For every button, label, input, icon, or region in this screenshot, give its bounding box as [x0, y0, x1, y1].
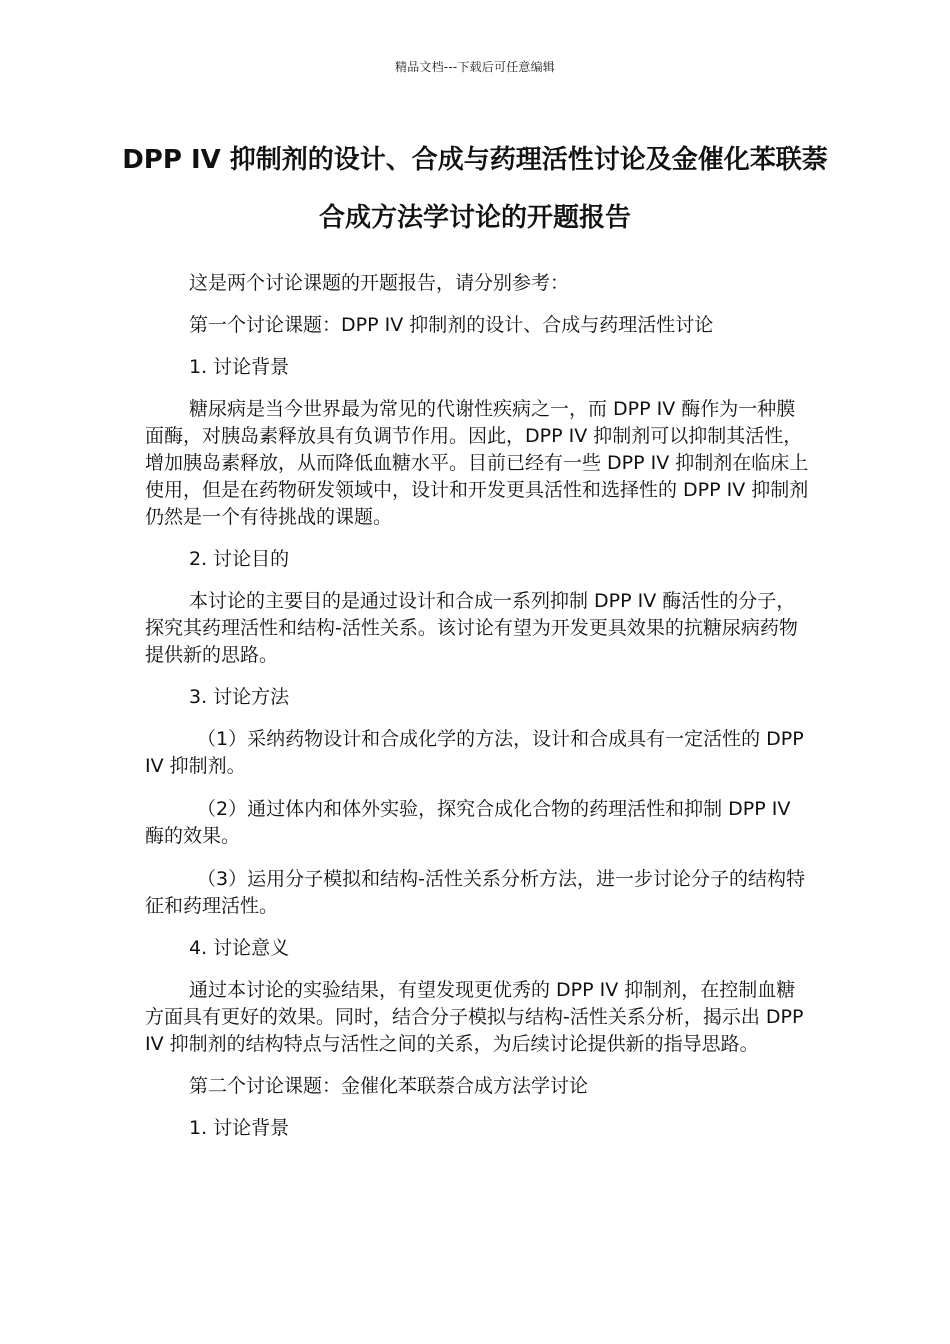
body-paragraph: 本讨论的主要目的是通过设计和合成一系列抑制 DPP IV 酶活性的分子，探究其药理活性和结构-活性关系。该讨论有望为开发更具效果的抗糖尿病药物提供新的思路。 — [145, 590, 798, 666]
list-item: （1）采纳药物设计和合成化学的方法，设计和合成具有一定活性的 DPP IV 抑制剂。 — [145, 728, 804, 777]
section-heading: 3. 讨论方法 — [189, 686, 290, 708]
list-item: （2）通过体内和体外实验，探究合成化合物的药理活性和抑制 DPP IV 酶的效果。 — [145, 798, 791, 847]
list-item: （3）运用分子模拟和结构-活性关系分析方法，进一步讨论分子的结构特征和药理活性。 — [145, 868, 805, 917]
section-heading: 2. 讨论目的 — [189, 548, 290, 570]
document-body — [145, 270, 810, 1142]
document-title: DPP IV 抑制剂的设计、合成与药理活性讨论及金催化苯联萘合成方法学讨论的开题报告 — [122, 145, 828, 233]
intro-paragraph: 这是两个讨论课题的开题报告，请分别参考： — [189, 272, 570, 294]
page-header: 精品文档---下载后可任意编辑 — [395, 60, 555, 74]
body-paragraph: 糖尿病是当今世界最为常见的代谢性疾病之一，而 DPP IV 酶作为一种膜面酶，对胰岛素释放具有负调节作用。因此，DPP IV 抑制剂可以抑制其活性，增加胰岛素释放，从而降低血糖水平。目前已经有一些 DPP IV 抑制剂在临床上使用，但是在药物研发领域中，设计和开发更具活性和选择性的 DPP IV 抑制剂仍然是一个有待挑战的课题。 — [145, 398, 809, 528]
topic-heading: 第一个讨论课题：DPP IV 抑制剂的设计、合成与药理活性讨论 — [189, 314, 714, 336]
section-heading: 1. 讨论背景 — [189, 356, 290, 378]
section-heading: 4. 讨论意义 — [189, 937, 290, 959]
body-paragraph: 通过本讨论的实验结果，有望发现更优秀的 DPP IV 抑制剂，在控制血糖方面具有更好的效果。同时，结合分子模拟与结构-活性关系分析，揭示出 DPP IV 抑制剂的结构特点与活性之间的关系，为后续讨论提供新的指导思路。 — [145, 979, 804, 1055]
section-heading: 1. 讨论背景 — [189, 1117, 290, 1139]
topic-heading: 第二个讨论课题：金催化苯联萘合成方法学讨论 — [189, 1075, 589, 1097]
